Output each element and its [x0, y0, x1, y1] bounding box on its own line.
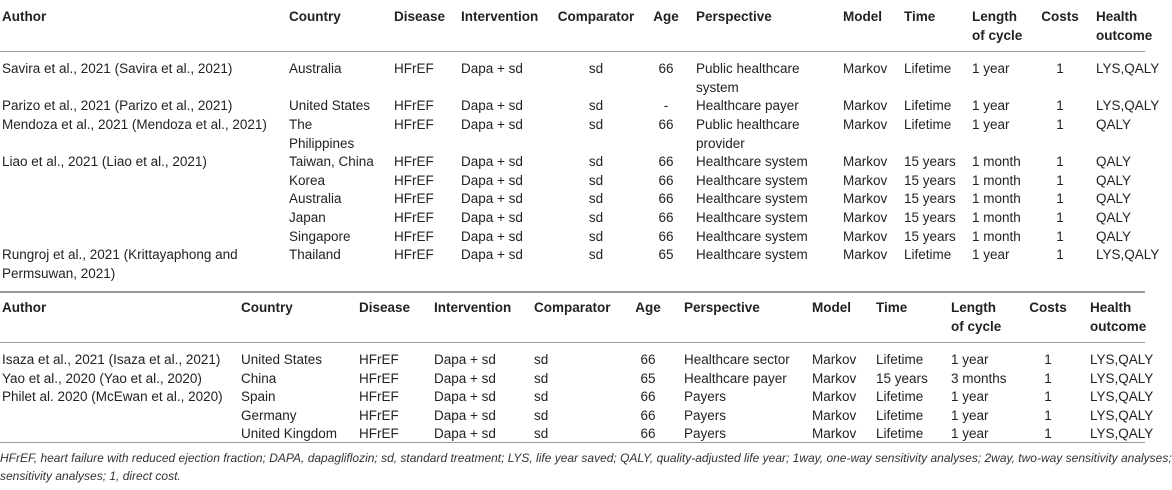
table-cell-health-outcome: LYS,QALY: [1090, 352, 1154, 367]
table-cell-perspective: Healthcare system: [696, 173, 808, 188]
table-cell-intervention: Dapa + sd: [461, 98, 523, 113]
column-header-health-outcome: outcome: [1090, 319, 1147, 334]
table-cell-model: Markov: [843, 117, 888, 132]
table-cell-length-of-cycle: 1 year: [951, 426, 989, 441]
table-cell-costs: 1: [1056, 98, 1064, 113]
table-cell-intervention: Dapa + sd: [461, 191, 523, 206]
column-header-disease: Disease: [359, 300, 411, 315]
table-cell-disease: HFrEF: [394, 117, 434, 132]
table-cell-comparator: sd: [588, 61, 604, 76]
table-cell-intervention: Dapa + sd: [461, 61, 523, 76]
table-cell-country: The: [289, 117, 313, 132]
table-cell-country: United States: [289, 98, 371, 113]
column-header-comparator: Comparator: [557, 9, 635, 24]
table-cell-intervention: Dapa + sd: [461, 173, 523, 188]
table-cell-disease: HFrEF: [394, 98, 434, 113]
table-cell-age: 66: [658, 173, 674, 188]
table-cell-costs: 1: [1056, 229, 1064, 244]
table-cell-costs: 1: [1044, 371, 1052, 386]
table-cell-perspective: Healthcare system: [696, 154, 808, 169]
table-cell-disease: HFrEF: [359, 371, 399, 386]
table-cell-time: Lifetime: [876, 426, 924, 441]
table-cell-costs: 1: [1056, 61, 1064, 76]
table-cell-intervention: Dapa + sd: [434, 352, 496, 367]
table-cell-health-outcome: LYS,QALY: [1090, 371, 1154, 386]
table-cell-age: 66: [658, 210, 674, 225]
table-cell-age: 66: [658, 154, 674, 169]
table-cell-author: Parizo et al., 2021 (Parizo et al., 2021): [2, 98, 233, 113]
column-header-health-outcome: Health: [1090, 300, 1132, 315]
table-cell-time: Lifetime: [876, 389, 924, 404]
table-cell-length-of-cycle: 1 year: [972, 61, 1010, 76]
column-header-disease: Disease: [394, 9, 446, 24]
table-cell-costs: 1: [1044, 426, 1052, 441]
column-header-intervention: Intervention: [461, 9, 539, 24]
table-cell-disease: HFrEF: [394, 61, 434, 76]
column-header-author: Author: [2, 9, 47, 24]
table-cell-country: Australia: [289, 61, 342, 76]
table-cell-author: Philet al. 2020 (McEwan et al., 2020): [2, 389, 223, 404]
table-cell-costs: 1: [1056, 191, 1064, 206]
table-cell-age: 66: [640, 426, 656, 441]
table-cell-model: Markov: [843, 98, 888, 113]
table2-header-rule: [0, 342, 1145, 343]
table-cell-perspective: Healthcare sector: [684, 352, 790, 367]
table-cell-model: Markov: [812, 371, 857, 386]
table-cell-length-of-cycle: 1 month: [972, 154, 1021, 169]
table-cell-health-outcome: QALY: [1096, 191, 1132, 206]
column-header-time: Time: [904, 9, 936, 24]
table-cell-perspective: Payers: [684, 426, 727, 441]
table-cell-comparator: sd: [534, 371, 549, 386]
table-cell-time: 15 years: [904, 191, 956, 206]
table-cell-perspective: Healthcare system: [696, 210, 808, 225]
table-cell-health-outcome: QALY: [1096, 173, 1132, 188]
table-cell-country: China: [241, 371, 277, 386]
table-cell-comparator: sd: [588, 247, 604, 262]
table-cell-time: Lifetime: [904, 61, 952, 76]
table-cell-length-of-cycle: 1 year: [951, 408, 989, 423]
table-cell-country: Germany: [241, 408, 297, 423]
table-cell-country: Singapore: [289, 229, 351, 244]
table-cell-intervention: Dapa + sd: [434, 426, 496, 441]
table-cell-health-outcome: QALY: [1096, 229, 1132, 244]
table-cell-costs: 1: [1056, 154, 1064, 169]
column-header-perspective: Perspective: [684, 300, 760, 315]
table2-top-rule: [0, 291, 1145, 292]
table-cell-length-of-cycle: 1 year: [972, 247, 1010, 262]
table-cell-perspective: Public healthcare: [696, 117, 800, 132]
table-cell-costs: 1: [1044, 408, 1052, 423]
table-cell-country: Taiwan, China: [289, 154, 374, 169]
table-cell-comparator: sd: [534, 426, 549, 441]
column-header-country: Country: [289, 9, 341, 24]
table-cell-perspective: provider: [696, 135, 745, 151]
table-cell-disease: HFrEF: [394, 173, 434, 188]
table-cell-comparator: sd: [588, 98, 604, 113]
table-cell-length-of-cycle: 1 year: [951, 352, 989, 367]
table-cell-length-of-cycle: 1 month: [972, 210, 1021, 225]
table-cell-costs: 1: [1056, 247, 1064, 262]
table-cell-disease: HFrEF: [359, 426, 399, 441]
table-cell-intervention: Dapa + sd: [461, 210, 523, 225]
table-cell-age: 66: [640, 352, 656, 367]
table-cell-country: Australia: [289, 191, 342, 206]
table-cell-author: Savira et al., 2021 (Savira et al., 2021): [2, 61, 233, 76]
table-cell-length-of-cycle: 1 year: [972, 117, 1010, 132]
table-cell-length-of-cycle: 1 month: [972, 173, 1021, 188]
table-cell-time: 15 years: [904, 210, 956, 225]
table-cell-length-of-cycle: 1 year: [951, 389, 989, 404]
column-header-costs: Costs: [1041, 9, 1079, 24]
table-cell-health-outcome: LYS,QALY: [1096, 98, 1160, 113]
column-header-time: Time: [876, 300, 908, 315]
table-cell-age: 66: [658, 229, 674, 244]
table-cell-time: Lifetime: [904, 247, 952, 262]
column-header-length-of-cycle: of cycle: [951, 319, 1002, 334]
table-cell-model: Markov: [843, 210, 888, 225]
column-header-length-of-cycle: Length: [972, 9, 1017, 24]
table-cell-author: Permsuwan, 2021): [2, 265, 116, 281]
table-cell-comparator: sd: [588, 210, 604, 225]
table-cell-country: Korea: [289, 173, 326, 188]
table-cell-model: Markov: [812, 389, 857, 404]
table-cell-health-outcome: QALY: [1096, 210, 1132, 225]
table-cell-country: United Kingdom: [241, 426, 338, 441]
table1-header-rule: [0, 51, 1145, 52]
table-cell-costs: 1: [1056, 117, 1064, 132]
table-cell-age: -: [663, 98, 669, 113]
table-cell-comparator: sd: [534, 352, 549, 367]
table-cell-comparator: sd: [588, 117, 604, 132]
table-cell-age: 65: [640, 371, 656, 386]
table-cell-perspective: Payers: [684, 389, 727, 404]
table-cell-disease: HFrEF: [394, 210, 434, 225]
table-cell-perspective: Healthcare system: [696, 191, 808, 206]
table-cell-health-outcome: LYS,QALY: [1090, 389, 1154, 404]
table-cell-age: 66: [658, 191, 674, 206]
table-cell-perspective: Payers: [684, 408, 727, 423]
column-header-country: Country: [241, 300, 293, 315]
table-cell-intervention: Dapa + sd: [461, 229, 523, 244]
table-cell-time: 15 years: [876, 371, 928, 386]
table-cell-disease: HFrEF: [394, 229, 434, 244]
table-cell-model: Markov: [843, 229, 888, 244]
table-cell-costs: 1: [1044, 352, 1052, 367]
table-cell-author: Liao et al., 2021 (Liao et al., 2021): [2, 154, 207, 169]
column-header-length-of-cycle: Length: [951, 300, 996, 315]
table-cell-comparator: sd: [588, 173, 604, 188]
table-footnote: [0, 449, 1172, 485]
table-cell-health-outcome: QALY: [1096, 154, 1132, 169]
table-cell-perspective: Public healthcare: [696, 61, 800, 76]
column-header-health-outcome: outcome: [1096, 28, 1153, 43]
table-cell-perspective: Healthcare payer: [684, 371, 787, 386]
table-cell-disease: HFrEF: [359, 352, 399, 367]
footnote-line-1: HFrEF, heart failure with reduced ejection fraction; DAPA, dapagliflozin; sd, standard treatment; LYS, life year saved; QALY, quality-adjusted life year; 1way, one-way sensitivity analyses; 2way, two-way sensitivity analyses;: [0, 451, 1172, 465]
column-header-age: Age: [653, 9, 679, 24]
table-cell-length-of-cycle: 1 month: [972, 229, 1021, 244]
table-cell-comparator: sd: [588, 229, 604, 244]
column-header-perspective: Perspective: [696, 9, 772, 24]
table-cell-age: 66: [658, 61, 674, 76]
column-header-length-of-cycle: of cycle: [972, 28, 1023, 43]
table-cell-intervention: Dapa + sd: [434, 408, 496, 423]
table-cell-model: Markov: [843, 154, 888, 169]
table-cell-health-outcome: QALY: [1096, 117, 1132, 132]
table-cell-comparator: sd: [534, 389, 549, 404]
table1-bottom-rule: [0, 292, 1145, 293]
table-cell-health-outcome: LYS,QALY: [1096, 61, 1160, 76]
table-cell-length-of-cycle: 1 year: [972, 98, 1010, 113]
table-cell-model: Markov: [843, 173, 888, 188]
table-cell-intervention: Dapa + sd: [461, 154, 523, 169]
table-cell-perspective: Healthcare payer: [696, 98, 799, 113]
table-cell-disease: HFrEF: [359, 389, 399, 404]
table-cell-intervention: Dapa + sd: [434, 371, 496, 386]
table-cell-model: Markov: [812, 426, 857, 441]
table-cell-comparator: sd: [588, 154, 604, 169]
table-cell-age: 66: [640, 389, 656, 404]
table2-bottom-rule: [0, 442, 1145, 443]
table-cell-model: Markov: [812, 408, 857, 423]
column-header-intervention: Intervention: [434, 300, 512, 315]
table-cell-model: Markov: [843, 247, 888, 262]
table-cell-intervention: Dapa + sd: [461, 247, 523, 262]
table-cell-disease: HFrEF: [394, 191, 434, 206]
table-cell-model: Markov: [843, 191, 888, 206]
table-cell-health-outcome: LYS,QALY: [1090, 426, 1154, 441]
table-cell-health-outcome: LYS,QALY: [1090, 408, 1154, 423]
table-cell-costs: 1: [1056, 173, 1064, 188]
table-cell-perspective: system: [696, 79, 739, 95]
table-cell-author: Isaza et al., 2021 (Isaza et al., 2021): [2, 352, 221, 367]
table-cell-length-of-cycle: 1 month: [972, 191, 1021, 206]
table-cell-author: Rungroj et al., 2021 (Krittayaphong and: [2, 247, 238, 262]
table-cell-intervention: Dapa + sd: [434, 389, 496, 404]
table-cell-model: Markov: [843, 61, 888, 76]
column-header-author: Author: [2, 300, 47, 315]
column-header-model: Model: [812, 300, 851, 315]
table-cell-disease: HFrEF: [394, 154, 434, 169]
table-cell-country: Thailand: [289, 247, 341, 262]
table-cell-country: Japan: [289, 210, 326, 225]
table-cell-comparator: sd: [588, 191, 604, 206]
table-cell-age: 65: [658, 247, 674, 262]
column-header-costs: Costs: [1029, 300, 1067, 315]
table-cell-country: United States: [241, 352, 323, 367]
footnote-line-2: sensitivity analyses; 1, direct cost.: [0, 469, 181, 483]
table-cell-time: Lifetime: [876, 352, 924, 367]
table-cell-country: Philippines: [289, 135, 355, 151]
column-header-model: Model: [843, 9, 882, 24]
table-cell-disease: HFrEF: [394, 247, 434, 262]
table-cell-author: Yao et al., 2020 (Yao et al., 2020): [2, 371, 202, 386]
table-cell-time: Lifetime: [876, 408, 924, 423]
table-cell-time: Lifetime: [904, 98, 952, 113]
table-cell-country: Spain: [241, 389, 276, 404]
table-cell-age: 66: [658, 117, 674, 132]
table-cell-health-outcome: LYS,QALY: [1096, 247, 1160, 262]
table-cell-author: Mendoza et al., 2021 (Mendoza et al., 2021): [2, 117, 267, 132]
table-cell-time: 15 years: [904, 173, 956, 188]
table-cell-time: 15 years: [904, 229, 956, 244]
table-cell-model: Markov: [812, 352, 857, 367]
table-cell-perspective: Healthcare system: [696, 229, 808, 244]
table-cell-intervention: Dapa + sd: [461, 117, 523, 132]
table-cell-time: 15 years: [904, 154, 956, 169]
table-cell-costs: 1: [1056, 210, 1064, 225]
column-header-comparator: Comparator: [534, 300, 611, 315]
table-cell-perspective: Healthcare system: [696, 247, 808, 262]
table-cell-time: Lifetime: [904, 117, 952, 132]
column-header-age: Age: [635, 300, 661, 315]
table-cell-comparator: sd: [534, 408, 549, 423]
table-cell-age: 66: [640, 408, 656, 423]
table-cell-disease: HFrEF: [359, 408, 399, 423]
column-header-health-outcome: Health: [1096, 9, 1138, 24]
table-cell-length-of-cycle: 3 months: [951, 371, 1007, 386]
table-cell-costs: 1: [1044, 389, 1052, 404]
